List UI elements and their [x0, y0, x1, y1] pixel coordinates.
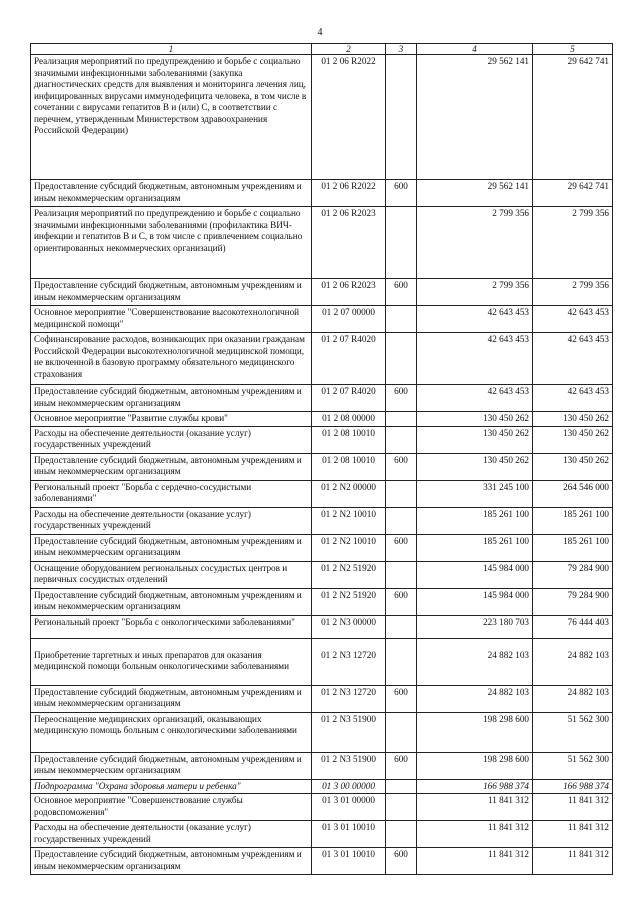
- row-value-2: 130 450 262: [533, 453, 613, 480]
- row-value-2: 2 799 356: [533, 279, 613, 306]
- row-value-2: 42 643 453: [533, 333, 613, 385]
- column-header: 1: [31, 44, 312, 55]
- page-number: 4: [317, 27, 323, 38]
- row-code: 01 2 07 R4020: [312, 333, 386, 385]
- row-expense-type: [386, 779, 417, 794]
- row-code: 01 2 07 R4020: [312, 385, 386, 412]
- row-value-1: 130 450 262: [417, 426, 533, 453]
- row-value-2: 130 450 262: [533, 426, 613, 453]
- row-name: Переоснащение медицинских организаций, оказывающих медицинскую помощь больным с онкологическими заболеваниями: [31, 712, 312, 752]
- row-code: 01 2 08 00000: [312, 412, 386, 427]
- table-row: [31, 561, 613, 588]
- row-value-2: 166 988 374: [533, 779, 613, 794]
- row-expense-type: [386, 615, 417, 638]
- row-value-1: 166 988 374: [417, 779, 533, 794]
- table-row: [31, 848, 613, 875]
- row-expense-type: 600: [386, 180, 417, 207]
- row-value-2: 11 841 312: [533, 794, 613, 821]
- row-value-2: 130 450 262: [533, 412, 613, 427]
- column-header: 4: [417, 44, 533, 55]
- column-header: 2: [312, 44, 386, 55]
- row-name: Основное мероприятие "Развитие службы крови": [31, 412, 312, 427]
- row-value-1: 223 180 703: [417, 615, 533, 638]
- row-value-2: 29 642 741: [533, 180, 613, 207]
- row-value-2: 185 261 100: [533, 507, 613, 534]
- row-code: 01 2 08 10010: [312, 426, 386, 453]
- row-value-2: 79 284 900: [533, 588, 613, 615]
- row-value-1: 331 245 100: [417, 480, 533, 507]
- row-value-2: 51 562 300: [533, 712, 613, 752]
- row-code: 01 2 06 R2023: [312, 279, 386, 306]
- row-expense-type: 600: [386, 588, 417, 615]
- row-value-2: 24 882 103: [533, 685, 613, 712]
- row-value-1: 198 298 600: [417, 712, 533, 752]
- row-code: 01 2 N2 00000: [312, 480, 386, 507]
- row-value-1: 11 841 312: [417, 848, 533, 875]
- row-value-1: 42 643 453: [417, 306, 533, 333]
- row-value-1: 42 643 453: [417, 385, 533, 412]
- column-header: 3: [386, 44, 417, 55]
- row-value-1: 130 450 262: [417, 412, 533, 427]
- row-code: 01 2 08 10010: [312, 453, 386, 480]
- table-header-row: [31, 44, 613, 55]
- row-value-1: 2 799 356: [417, 279, 533, 306]
- row-name: Подпрограмма "Охрана здоровья матери и ребенка": [31, 779, 312, 794]
- row-value-2: 42 643 453: [533, 385, 613, 412]
- row-value-1: 2 799 356: [417, 207, 533, 279]
- row-value-2: 42 643 453: [533, 306, 613, 333]
- row-value-2: 76 444 403: [533, 615, 613, 638]
- row-expense-type: [386, 638, 417, 685]
- row-value-2: 11 841 312: [533, 821, 613, 848]
- row-expense-type: [386, 821, 417, 848]
- table-row: [31, 779, 613, 794]
- row-value-2: 79 284 900: [533, 561, 613, 588]
- row-code: 01 2 N2 10010: [312, 507, 386, 534]
- table-row: [31, 534, 613, 561]
- table-row: [31, 426, 613, 453]
- table-row: [31, 333, 613, 385]
- table-row: [31, 588, 613, 615]
- row-code: 01 2 N2 51920: [312, 588, 386, 615]
- row-code: 01 3 00 00000: [312, 779, 386, 794]
- row-name: Расходы на обеспечение деятельности (оказание услуг) государственных учреждений: [31, 507, 312, 534]
- table-row: [31, 385, 613, 412]
- table-row: [31, 712, 613, 752]
- row-code: 01 3 01 10010: [312, 821, 386, 848]
- table-row: [31, 685, 613, 712]
- row-name: Предоставление субсидий бюджетным, автономным учреждениям и иным некоммерческим организациям: [31, 534, 312, 561]
- budget-table: [30, 43, 613, 875]
- row-value-1: 29 562 141: [417, 55, 533, 180]
- row-name: Предоставление субсидий бюджетным, автономным учреждениям и иным некоммерческим организациям: [31, 180, 312, 207]
- table-row: [31, 55, 613, 180]
- row-value-1: 24 882 103: [417, 685, 533, 712]
- table-row: [31, 794, 613, 821]
- row-value-1: 145 984 000: [417, 561, 533, 588]
- row-code: 01 3 01 00000: [312, 794, 386, 821]
- row-code: 01 2 N3 00000: [312, 615, 386, 638]
- table-row: [31, 412, 613, 427]
- row-name: Предоставление субсидий бюджетным, автономным учреждениям и иным некоммерческим организациям: [31, 752, 312, 779]
- row-expense-type: [386, 207, 417, 279]
- row-value-1: 185 261 100: [417, 507, 533, 534]
- row-code: 01 2 N3 12720: [312, 638, 386, 685]
- row-name: Предоставление субсидий бюджетным, автономным учреждениям и иным некоммерческим организациям: [31, 588, 312, 615]
- row-code: 01 2 06 R2022: [312, 180, 386, 207]
- row-name: Предоставление субсидий бюджетным, автономным учреждениям и иным некоммерческим организациям: [31, 685, 312, 712]
- row-value-1: 130 450 262: [417, 453, 533, 480]
- row-name: Предоставление субсидий бюджетным, автономным учреждениям и иным некоммерческим организациям: [31, 453, 312, 480]
- row-code: 01 2 N3 12720: [312, 685, 386, 712]
- row-name: Оснащение оборудованием региональных сосудистых центров и первичных сосудистых отделений: [31, 561, 312, 588]
- table-row: [31, 279, 613, 306]
- row-expense-type: 600: [386, 385, 417, 412]
- row-name: Софинансирование расходов, возникающих при оказании гражданам Российской Федерации высокотехнологичной медицинской помощи, не включенной в базовую программу обязательного медицинского страхования: [31, 333, 312, 385]
- row-code: 01 2 N2 10010: [312, 534, 386, 561]
- row-code: 01 2 N3 51900: [312, 752, 386, 779]
- row-code: 01 2 N2 51920: [312, 561, 386, 588]
- table-row: [31, 306, 613, 333]
- row-expense-type: 600: [386, 279, 417, 306]
- row-expense-type: 600: [386, 534, 417, 561]
- row-expense-type: [386, 507, 417, 534]
- row-value-1: 29 562 141: [417, 180, 533, 207]
- row-code: 01 3 01 10010: [312, 848, 386, 875]
- row-value-1: 198 298 600: [417, 752, 533, 779]
- row-name: Региональный проект "Борьба с сердечно-сосудистыми заболеваниями": [31, 480, 312, 507]
- row-expense-type: [386, 426, 417, 453]
- row-value-1: 145 984 000: [417, 588, 533, 615]
- row-expense-type: [386, 794, 417, 821]
- row-name: Реализация мероприятий по предупреждению и борьбе с социально значимыми инфекционными заболеваниями (закупка диагностических средств для выявления и мониторинга лечения лиц, инфицированных вирусами иммунодефицита человека, в том числе в сочетании с вирусами гепатитов В и (или) С, в соответствии с перечнем, утвержденным Министерством здравоохранения Российской Федерации): [31, 55, 312, 180]
- row-expense-type: [386, 480, 417, 507]
- column-header: 5: [533, 44, 613, 55]
- row-name: Основное мероприятие "Совершенствование высокотехнологичной медицинской помощи": [31, 306, 312, 333]
- row-code: 01 2 06 R2023: [312, 207, 386, 279]
- row-code: 01 2 N3 51900: [312, 712, 386, 752]
- table-row: [31, 821, 613, 848]
- row-name: Реализация мероприятий по предупреждению и борьбе с социально значимыми инфекционными заболеваниями (профилактика ВИЧ-инфекции и гепатитов В и С, в том числе с привлечением социально ориентированных некоммерческих организаций): [31, 207, 312, 279]
- row-expense-type: 600: [386, 453, 417, 480]
- row-name: Предоставление субсидий бюджетным, автономным учреждениям и иным некоммерческим организациям: [31, 385, 312, 412]
- row-name: Расходы на обеспечение деятельности (оказание услуг) государственных учреждений: [31, 821, 312, 848]
- table-row: [31, 507, 613, 534]
- table-row: [31, 453, 613, 480]
- row-value-1: 11 841 312: [417, 794, 533, 821]
- row-value-1: 11 841 312: [417, 821, 533, 848]
- row-value-1: 24 882 103: [417, 638, 533, 685]
- row-name: Региональный проект "Борьба с онкологическими заболеваниями": [31, 615, 312, 638]
- row-expense-type: [386, 333, 417, 385]
- table-row: [31, 638, 613, 685]
- table-row: [31, 180, 613, 207]
- row-name: Предоставление субсидий бюджетным, автономным учреждениям и иным некоммерческим организациям: [31, 848, 312, 875]
- row-name: Основное мероприятие "Совершенствование службы родовспоможения": [31, 794, 312, 821]
- row-value-2: 185 261 100: [533, 534, 613, 561]
- table-row: [31, 480, 613, 507]
- row-value-1: 185 261 100: [417, 534, 533, 561]
- row-value-2: 51 562 300: [533, 752, 613, 779]
- row-name: Предоставление субсидий бюджетным, автономным учреждениям и иным некоммерческим организациям: [31, 279, 312, 306]
- row-code: 01 2 07 00000: [312, 306, 386, 333]
- row-expense-type: 600: [386, 752, 417, 779]
- row-expense-type: [386, 55, 417, 180]
- row-name: Приобретение таргетных и иных препаратов для оказания медицинской помощи больным онкологическими заболеваниями: [31, 638, 312, 685]
- table-row: [31, 752, 613, 779]
- row-code: 01 2 06 R2022: [312, 55, 386, 180]
- row-value-2: 2 799 356: [533, 207, 613, 279]
- row-expense-type: [386, 306, 417, 333]
- row-value-2: 264 546 000: [533, 480, 613, 507]
- row-value-2: 24 882 103: [533, 638, 613, 685]
- row-expense-type: 600: [386, 685, 417, 712]
- row-expense-type: [386, 712, 417, 752]
- row-value-1: 42 643 453: [417, 333, 533, 385]
- row-name: Расходы на обеспечение деятельности (оказание услуг) государственных учреждений: [31, 426, 312, 453]
- table-row: [31, 615, 613, 638]
- row-expense-type: 600: [386, 848, 417, 875]
- row-expense-type: [386, 412, 417, 427]
- table-row: [31, 207, 613, 279]
- row-value-2: 29 642 741: [533, 55, 613, 180]
- row-expense-type: [386, 561, 417, 588]
- row-value-2: 11 841 312: [533, 848, 613, 875]
